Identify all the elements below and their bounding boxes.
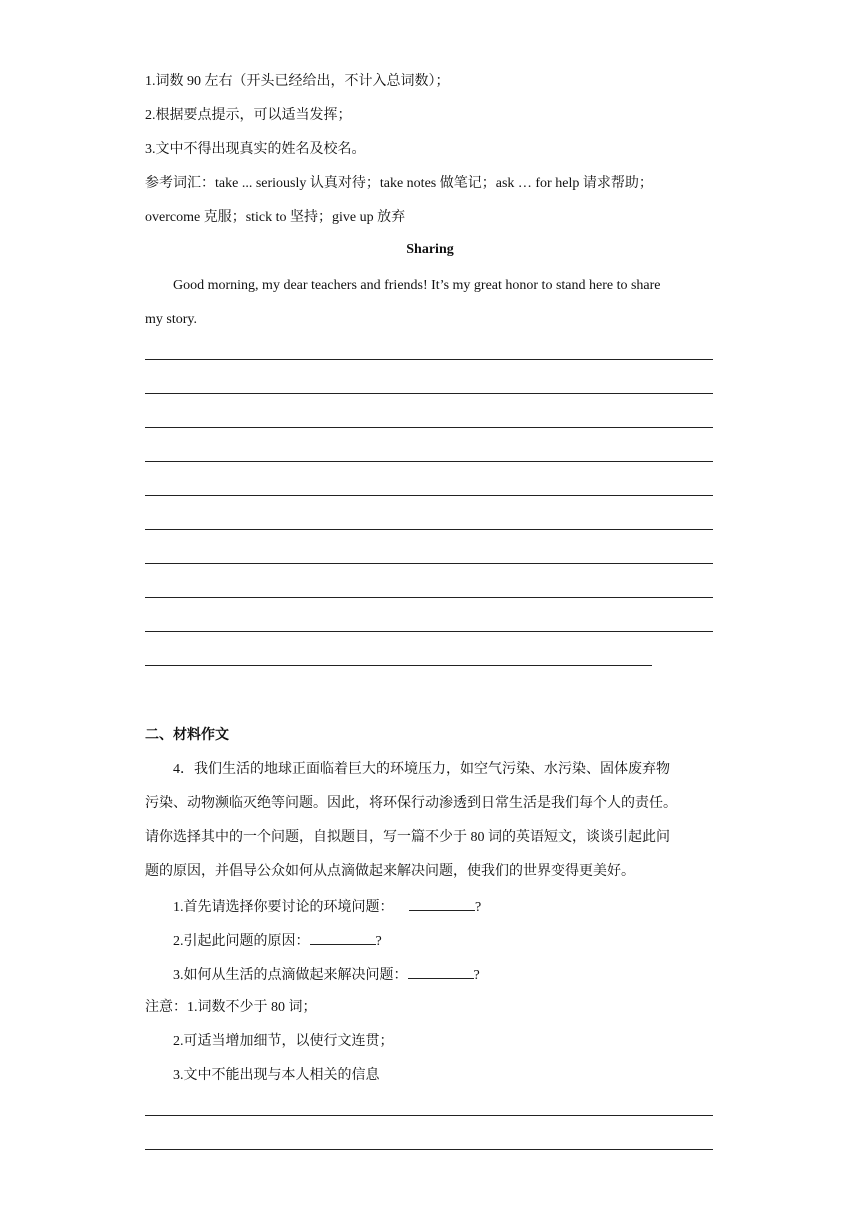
note-3: 3.文中不能出现与本人相关的信息	[173, 1068, 380, 1083]
writing-line[interactable]	[145, 563, 713, 564]
writing-line[interactable]	[145, 1149, 713, 1150]
answer-blank-1[interactable]	[409, 896, 475, 911]
essay-opening-line-1: Good morning, my dear teachers and friends! It’s my great honor to stand here to share	[173, 278, 661, 293]
writing-line[interactable]	[145, 665, 652, 666]
writing-line[interactable]	[145, 631, 713, 632]
prompt-line-1: 4．我们生活的地球正面临着巨大的环境压力，如空气污染、水污染、固体废弃物	[173, 762, 670, 777]
vocab-line-1: 参考词汇：take ... seriously 认真对待；take notes 做笔记；ask … for help 请求帮助；	[145, 176, 653, 191]
section-heading: 二、材料作文	[145, 728, 229, 743]
note-1: 注意：1.词数不少于 80 词；	[145, 1000, 317, 1015]
writing-line[interactable]	[145, 427, 713, 428]
writing-line[interactable]	[145, 461, 713, 462]
writing-line[interactable]	[145, 359, 713, 360]
question-1	[173, 896, 481, 918]
question-mark: ?	[375, 934, 382, 949]
question-1-text: 1.首先请选择你要讨论的环境问题：	[173, 900, 394, 915]
question-2	[173, 930, 382, 952]
question-mark: ?	[473, 968, 480, 983]
writing-line[interactable]	[145, 495, 713, 496]
requirement-3: 3.文中不得出现真实的姓名及校名。	[145, 142, 366, 157]
question-3	[173, 964, 480, 986]
answer-blank-3[interactable]	[408, 964, 474, 979]
writing-line[interactable]	[145, 597, 713, 598]
question-3-text: 3.如何从生活的点滴做起来解决问题：	[173, 968, 408, 983]
writing-line[interactable]	[145, 393, 713, 394]
requirement-1: 1.词数 90 左右（开头已经给出，不计入总词数）；	[145, 74, 450, 89]
prompt-line-2: 污染、动物濒临灭绝等问题。因此，将环保行动渗透到日常生活是我们每个人的责任。	[145, 796, 677, 811]
vocab-line-2: overcome 克服；stick to 坚持；give up 放弃	[145, 210, 406, 225]
essay-title: Sharing	[406, 242, 454, 257]
essay-opening-line-2: my story.	[145, 312, 197, 327]
prompt-line-3: 请你选择其中的一个问题，自拟题目，写一篇不少于 80 词的英语短文，谈谈引起此问	[145, 830, 670, 845]
requirement-2: 2.根据要点提示，可以适当发挥；	[145, 108, 352, 123]
question-mark: ?	[475, 900, 482, 915]
prompt-line-4: 题的原因，并倡导公众如何从点滴做起来解决问题，使我们的世界变得更美好。	[145, 864, 635, 879]
question-2-text: 2.引起此问题的原因：	[173, 934, 310, 949]
note-2: 2.可适当增加细节，以使行文连贯；	[173, 1034, 394, 1049]
writing-line[interactable]	[145, 529, 713, 530]
writing-line[interactable]	[145, 1115, 713, 1116]
answer-blank-2[interactable]	[310, 930, 376, 945]
